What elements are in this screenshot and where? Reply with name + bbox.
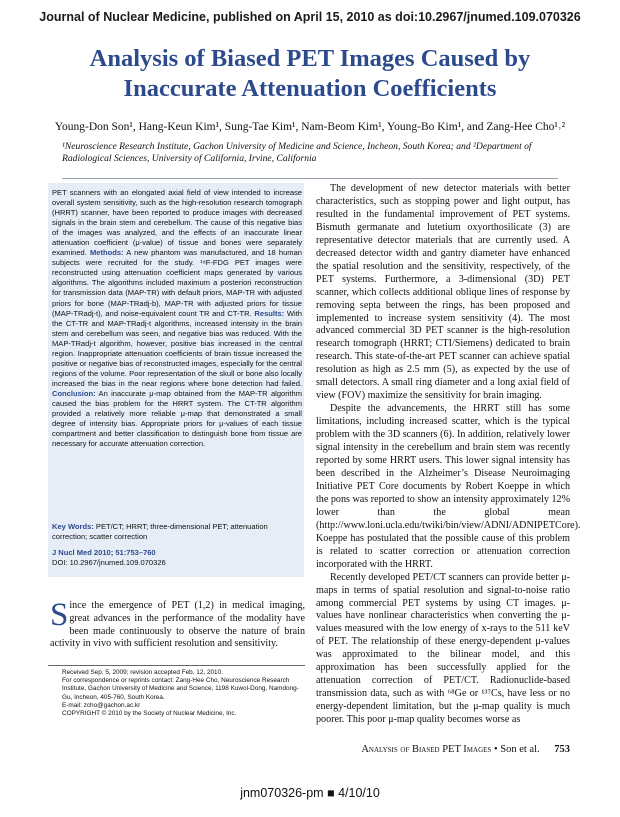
affiliations: ¹Neuroscience Research Institute, Gachon University of Medicine and Science, Incheon, South Korea; and ²Department of Radiological Sciences, University of California, Irvine, California [62, 141, 532, 164]
abstract [52, 188, 302, 449]
abstract-background-text: PET scanners with an elongated axial field of view intended to increase overall system sensitivity, such as the high-resolution research tomograph (HRRT) scanner, have been reported to produce images with decreased signals in the brain stem and cerebellum. The cause of this negative bias of the images was analyzed, and the effects of an inaccurate linear attenuation coefficient (μ-value) of tissue and bones were separately examined. [52, 188, 302, 258]
intro-text: ince the emergence of PET (1,2) in medical imaging, great advances in the performance of the modality have been made continuously to observe the nature of brain activity in vivo with sufficient resolution and sensitivity. [50, 600, 305, 650]
right-column [316, 183, 581, 727]
journal-header-line: Journal of Nuclear Medicine, published on April 15, 2010 as doi:10.2967/jnumed.109.070326 [39, 10, 581, 24]
body-paragraph: Despite the advancements, the HRRT still has some limitations, including increased scatter, which is the typical problem with the 3D scanners (6). In addition, relatively lower signal intensity in the cerebellum and brain stem was recently reported by some HRRT users. This lower signal intensity has been described in the Alzheimer’s Disease Neuroimaging Initiative PET Core documents by Robert Koeppe in which the pons was reported to show an intensity approximately 12% lower than the global mean (http://www.loni.ucla.edu/twiki/bin/view/ADNI/ADNIPETCore). Koeppe has postulated that the possible cause of this problem is related to scatter correction or attenuation correction incorporated with the HRRT. [316, 403, 581, 570]
doi-link[interactable]: DOI: 10.2967/jnumed.109.070326 [52, 558, 166, 568]
citation-block [52, 548, 302, 568]
page-number: 753 [554, 744, 570, 755]
copyright: COPYRIGHT © 2010 by the Society of Nuclear Medicine, Inc. [62, 710, 237, 718]
methods-label: Methods: [90, 248, 124, 258]
running-footer [335, 744, 570, 755]
author-list: Young-Don Son¹, Hang-Keun Kim¹, Sung-Tae Kim¹, Nam-Beom Kim¹, Young-Bo Kim¹, and Zang-Hee Cho¹˒² [54, 121, 566, 133]
email[interactable]: E-mail: zcho@gachon.ac.kr [62, 701, 141, 709]
running-title: Analysis of Biased PET Images [361, 744, 492, 755]
running-authors: Son et al. [500, 744, 540, 755]
journal-citation: J Nucl Med 2010; 51:753–760 [52, 548, 156, 557]
file-stamp: jnm070326-pm ■ 4/10/10 [240, 786, 380, 800]
results-label: Results: [254, 308, 285, 318]
abstract-conclusion: An inaccurate μ-map obtained from the MAP-TR algorithm caused the bias problem for the HRRT system. The CT-TR algorithm provided a relatively more reliable μ-map that demonstrated a small degree of intensity bias. Appropriate priors for μ-values of each tissue compartment and better classification to distinguish bone from tissue are necessary for accurate attenuation correction. [52, 388, 302, 449]
intro-paragraph [50, 597, 305, 651]
body-paragraph: Recently developed PET/CT scanners can provide better μ-maps in terms of spatial resolution and signal-to-noise ratio among commercial PET systems by using CT images. μ-values have nonlinear characteristics when converting the μ-values measured with the low energy of x-rays to the 511 keV of PET. The relationship of these energy-dependent μ-values was approximated to the bilinear model, and this approximation has been successfully applied for the attenuation correction of PET/CT. Radionuclide-based transmission data, such as with ⁶⁸Ge or ¹³⁷Cs, have less or no energy-dependent limitation, but the μ-map quality is much poorer. This poor μ-map quality becomes worse as [316, 571, 570, 726]
body-paragraph: The development of new detector materials with better characteristics, such as stopping power and light output, has resulted in the fundamental improvement of PET systems. Bismuth germanate and lutetium oxyorthosilicate (3) are representative detector materials that are currently used. A decreased detector width and gantry diameter have enhanced the spatial resolution and the sensitivity, respectively, of the PET systems. Furthermore, a 3-dimensional (3D) PET scanner, which collects additional oblique lines of response by removing septa between the rings, has been proposed and implemented to increase system sensitivity (4). The most advanced commercial 3D PET scanner is the high-resolution research tomograph (HRRT; CTI/Siemens) dedicated to brain research. This state-of-the-art PET scanner can achieve spatial resolution as high as 2.5 mm (5), as expected by the use of small detectors. A small ring diameter and a long axial field of view (FOV) maximize the sensitivity for brain imaging. [316, 183, 570, 402]
abstract-results: With the CT-TR and MAP-TRadj-t algorithms, increased intensity in the brain stem and cerebellum was seen, and negative bias was reduced. With the MAP-TRadj-t algorithm, however, positive bias increased in the central region. Inappropriate attenuation coefficients of brain tissue increased the positive or negative bias of reconstructed images, especially for the central regions of the volume. Poor representation of the skull or bone also locally increased the bias in the near regions where bone detection had failed. [52, 308, 303, 388]
header-divider [62, 178, 558, 179]
keywords [52, 522, 302, 542]
abstract-methods: A new phantom was manufactured, and 18 human subjects were recruited for the study. ¹⁸F-FDG PET images were reconstructed using attenuation coefficient maps generated by various algorithms. The algorithms included maximum a posteriori reconstruction for transmission data (MAP-TR) with default priors, MAP-TR with adjusted priors for bone (MAP-TRadj-b), MAP-TR with adjusted priors for tissue (MAP-TRadj-t), and noise-equivalent count TR and CT-TR. [52, 248, 302, 318]
drop-cap: S [50, 597, 69, 633]
footnote-divider [48, 665, 305, 666]
footnote [62, 669, 304, 718]
keywords-text: PET/CT; HRRT; three-dimensional PET; attenuation correction; scatter correction [52, 522, 268, 542]
keywords-label: Key Words: [52, 522, 94, 531]
conclusion-label: Conclusion: [52, 388, 96, 398]
correspondence: For correspondence or reprints contact: Zang-Hee Cho, Neuroscience Research Institute, Gachon University of Medicine and Science, 1198 Kuwol-Dong, Namdong-Gu, Incheon, 405-760, South Korea. [62, 677, 299, 701]
article-title: Analysis of Biased PET Images Caused by Inaccurate Attenuation Coefficients [89, 45, 531, 102]
received-date: Received Sep. 5, 2009; revision accepted Feb. 12, 2010. [62, 669, 223, 676]
footer-bullet: • [493, 744, 498, 755]
